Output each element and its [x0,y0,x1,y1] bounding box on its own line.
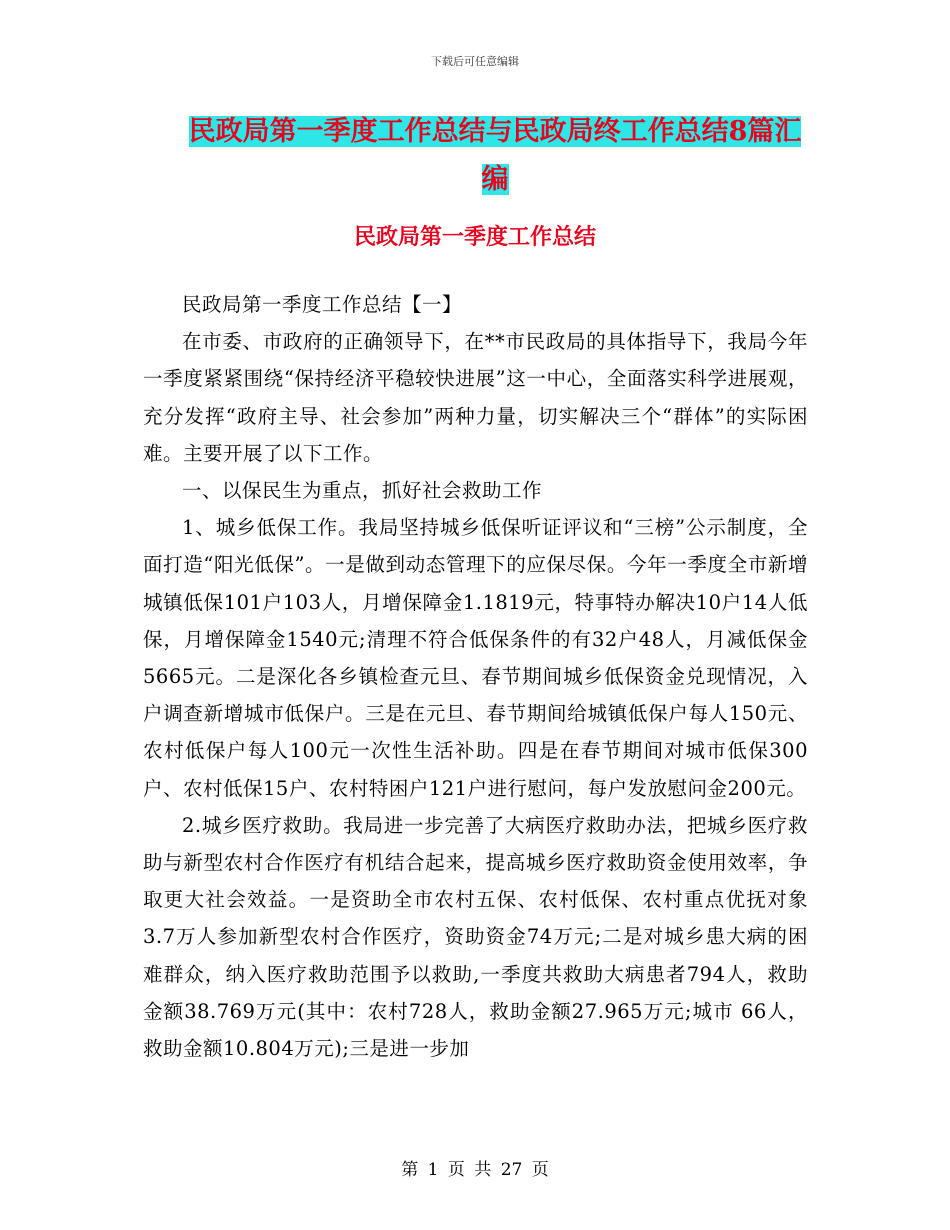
paragraph-section-heading: 一、以保民生为重点，抓好社会救助工作 [182,479,543,503]
document-title [180,108,810,204]
document-title-text: 民政局第一季度工作总结与民政局终工作总结8篇汇编 [188,116,802,195]
paragraph: 2.城乡医疗救助。我局进一步完善了大病医疗救助办法，把城乡医疗救助与新型农村合作医疗有机结合起来，提高城乡医疗救助资金使用效率，争取更大社会效益。一是资助全市农村五保、农村低保、农村重点优抚对象3.7万人参加新型农村合作医疗，资助资金74万元;二是对城乡患大病的困难群众，纳入医疗救助范围予以救助,一季度共救助大病患者794人，救助金额38.769万元(其中：农村728人，救助金额27.965万元;城市 66人，救助金额10.804万元);三是进一步加 [143,813,808,1061]
page-footer: 第 1 页 共 27 页 [401,1160,549,1180]
paragraph-heading: 民政局第一季度工作总结【一】 [182,293,463,316]
header-note: 下载后可任意编辑 [431,55,519,68]
document-body [143,286,808,1067]
paragraph: 在市委、市政府的正确领导下，在**市民政局的具体指导下，我局今年一季度紧紧围绕“保持经济平稳较快进展”这一中心，全面落实科学进展观，充分发挥“政府主导、社会参加”两种力量，切实解决三个“群体”的实际困难。主要开展了以下工作。 [143,330,808,465]
paragraph: 1、城乡低保工作。我局坚持城乡低保听证评议和“三榜”公示制度，全面打造“阳光低保”。一是做到动态管理下的应保尽保。今年一季度全市新增城镇低保101户103人，月增保障金1.1819元，特事特办解决10户14人低保，月增保障金1540元;清理不符合低保条件的有32户48人，月减低保金5665元。二是深化各乡镇检查元旦、春节期间城乡低保资金兑现情况，入户调查新增城市低保户。三是在元旦、春节期间给城镇低保户每人150元、农村低保户每人100元一次性生活补助。四是在春节期间对城市低保300户、农村低保15户、农村特困户121户进行慰问，每户发放慰问金200元。 [143,516,808,800]
section-title: 民政局第一季度工作总结 [353,224,596,250]
